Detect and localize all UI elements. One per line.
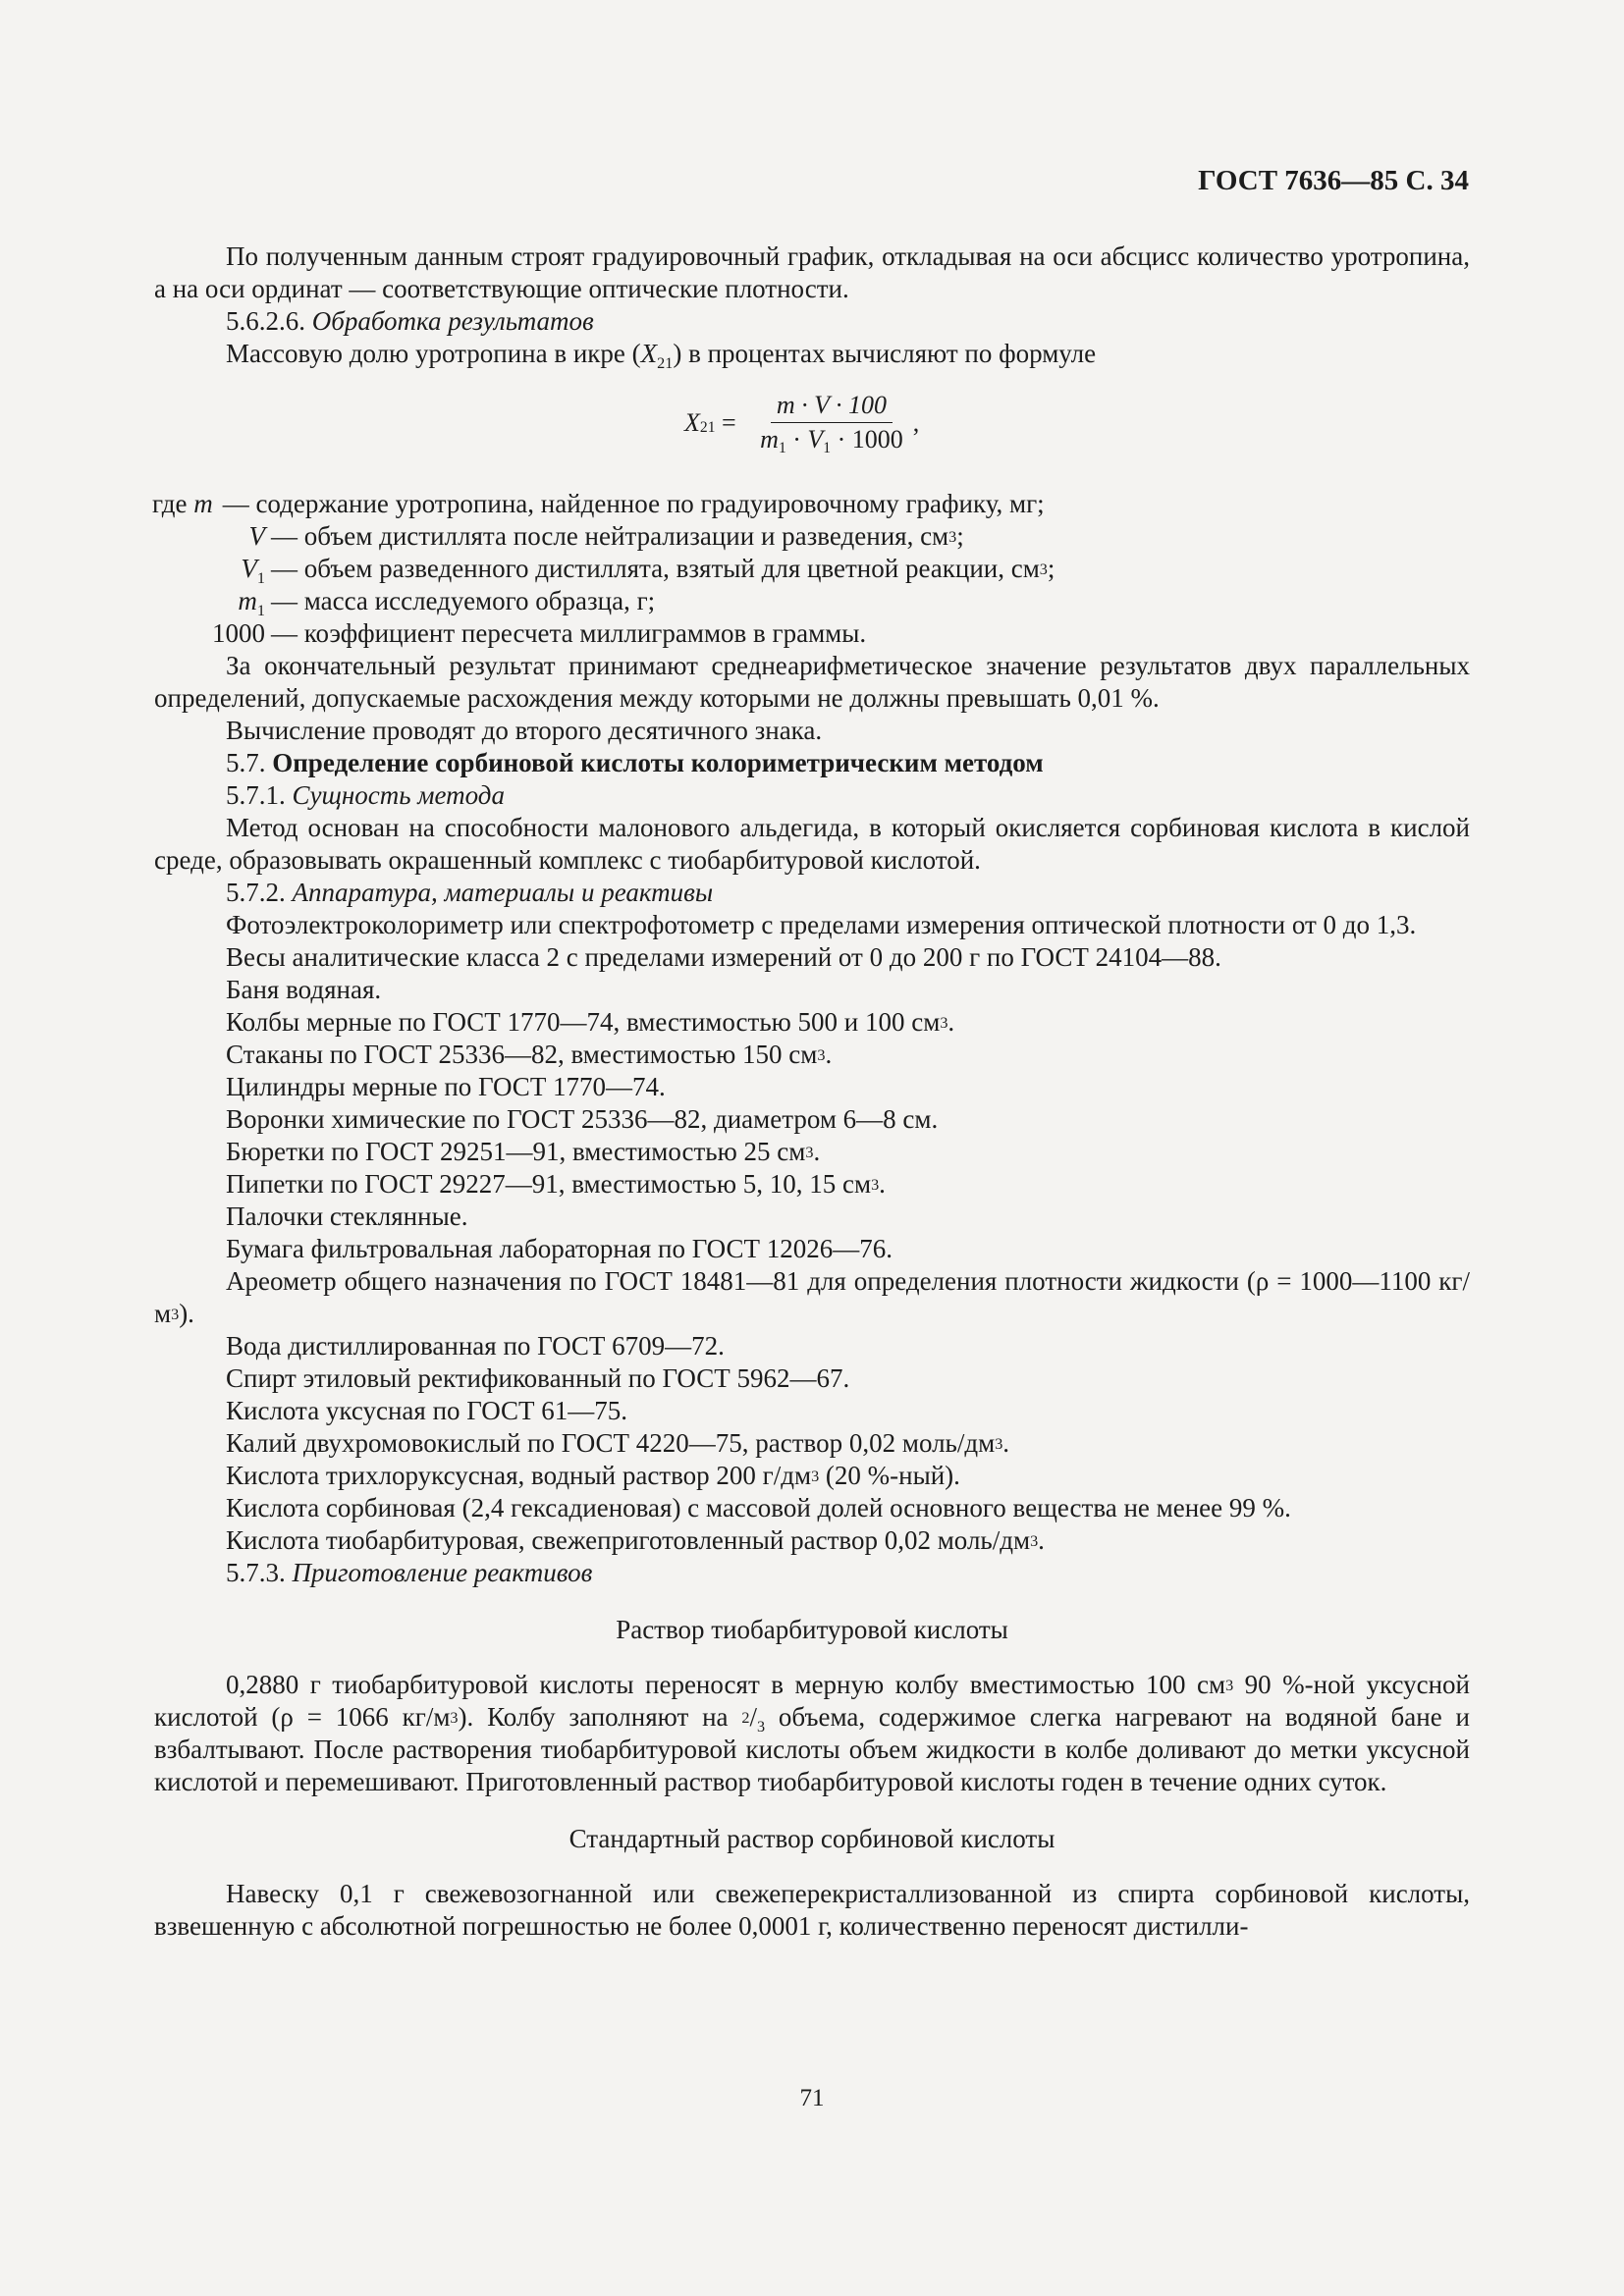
legend-row-v: V — объем дистиллята после нейтрализации и разведения, $см^3$;: [248, 521, 964, 551]
legend-row-m1: $m_1$ — масса исследуемого образца, г;: [238, 586, 656, 619]
paragraph: Навеску 0,1 г свежевозогнанной или свежеперекристаллизованной из спирта сорбиновой кислоты, взвешенную с абсолютной погрешностью не более 0,0001 г, количественно переносят дистилли-: [154, 1879, 1470, 1941]
list-item: Кислота сорбиновая (2,4 гексадиеновая) с массовой долей основного вещества не менее 99 %.: [226, 1493, 1291, 1522]
list-item: Кислота трихлоруксусная, водный раствор 200 $г/дм^3$ (20 %-ный).: [226, 1461, 960, 1490]
paragraph: 0,2880 г тиобарбитуровой кислоты переносят в мерную колбу вместимостью 100 $см^3$ 90 %-ной уксусной кислотой (ρ = 1066 $кг/м^3$). Колбу заполняют на $^2/_3$ объема, содержимое слегка нагревают на водяной бане и взбалтывают. После растворения тиобарбитуровой кислоты объем жидкости в колбе доливают до метки уксусной кислотой и перемешивают. Приготовленный раствор тиобарбитуровой кислоты годен в течение одних суток.: [154, 1670, 1471, 1796]
legend-row-1000: 1000 — коэффициент пересчета миллиграммов в граммы.: [212, 618, 867, 648]
paragraph: По полученным данным строят градуировочный график, откладывая на оси абсцисс количество уротропина, а на оси ординат — соответствующие оптические плотности.: [154, 241, 1470, 303]
paragraph: За окончательный результат принимают среднеарифметическое значение результатов двух параллельных определений, допускаемые расхождения между которыми не должны превышать 0,01 %.: [154, 651, 1470, 713]
formula-fraction: [754, 391, 909, 457]
list-item: Кислота тиобарбитуровая, свежеприготовленный раствор 0,02 моль/$дм^3$.: [226, 1525, 1045, 1555]
paragraph: Метод основан на способности малонового альдегида, в который окисляется сорбиновая кислота в кислой среде, образовывать окрашенный комплекс с тиобарбитуровой кислотой.: [154, 813, 1470, 875]
page-header: ГОСТ 7636—85 С. 34: [1198, 165, 1469, 196]
formula-lhs: X: [684, 408, 700, 437]
list-item: Колбы мерные по ГОСТ 1770—74, вместимостью 500 и 100 $см^3$.: [226, 1007, 955, 1037]
list-item: Фотоэлектроколориметр или спектрофотометр с пределами измерения оптической плотности от 0 до 1,3.: [226, 910, 1417, 939]
list-item: Кислота уксусная по ГОСТ 61—75.: [226, 1396, 628, 1425]
formula-denominator: $m_1 \cdot V_1 \cdot 1000$: [760, 425, 903, 457]
list-item: Вода дистиллированная по ГОСТ 6709—72.: [226, 1331, 725, 1361]
section-heading-5-7-3: 5.7.3. Приготовление реактивов: [226, 1558, 593, 1587]
list-item: Спирт этиловый ректификованный по ГОСТ 5962—67.: [226, 1363, 850, 1393]
subsection-title: Раствор тиобарбитуровой кислоты: [616, 1615, 1008, 1644]
paragraph: Массовую долю уротропина в икре $(X_{21})$ в процентах вычисляют по формуле: [226, 339, 1097, 372]
list-item: Бумага фильтровальная лабораторная по ГОСТ 12026—76.: [226, 1234, 893, 1263]
list-item: Баня водяная.: [226, 975, 382, 1004]
list-item: Воронки химические по ГОСТ 25336—82, диаметром 6—8 см.: [226, 1104, 939, 1134]
list-item: Палочки стеклянные.: [226, 1201, 468, 1231]
formula-legend: [152, 488, 1470, 650]
subsection-title: Стандартный раствор сорбиновой кислоты: [568, 1824, 1056, 1853]
legend-row-v1: $V_1$ — объем разведенного дистиллята, взятый для цветной реакции, $см^3$;: [241, 554, 1056, 587]
formula: X $_{21}$ = $\frac{m \cdot V \cdot 100}{m_1 \cdot V_1 \cdot 1000}$ ,: [684, 391, 920, 457]
legend-row-m: где m — содержание уротропина, найденное по градуировочному графику, мг;: [152, 489, 1045, 518]
section-heading-5-7-1: 5.7.1. Сущность метода: [226, 780, 505, 810]
list-item: Весы аналитические класса 2 с пределами измерений от 0 до 200 г по ГОСТ 24104—88.: [226, 942, 1221, 972]
formula-numerator: m · V · 100: [771, 392, 893, 423]
list-item: Бюретки по ГОСТ 29251—91, вместимостью 25 $см^3$.: [226, 1137, 821, 1166]
list-item: Цилиндры мерные по ГОСТ 1770—74.: [226, 1072, 666, 1101]
list-item: Стаканы по ГОСТ 25336—82, вместимостью 150 $см^3$.: [226, 1040, 833, 1069]
page-number: 71: [799, 2085, 825, 2111]
section-heading-5-7: 5.7. Определение сорбиновой кислоты колориметрическим методом: [226, 748, 1044, 777]
paragraph: Вычисление проводят до второго десятичного знака.: [226, 716, 823, 745]
list-item: Пипетки по ГОСТ 29227—91, вместимостью 5, 10, 15 $см^3$.: [226, 1169, 886, 1199]
section-heading-5-7-2: 5.7.2. Аппаратура, материалы и реактивы: [226, 878, 714, 907]
page-body: [154, 240, 1470, 1943]
list-item: Ареометр общего назначения по ГОСТ 18481—81 для определения плотности жидкости (ρ = 1000—1100 $кг/м^3$).: [154, 1266, 1470, 1328]
list-item: Калий двухромовокислый по ГОСТ 4220—75, раствор 0,02 моль/$дм^3$.: [226, 1428, 1010, 1458]
section-heading-5-6-2-6: 5.6.2.6. Обработка результатов: [226, 306, 594, 336]
